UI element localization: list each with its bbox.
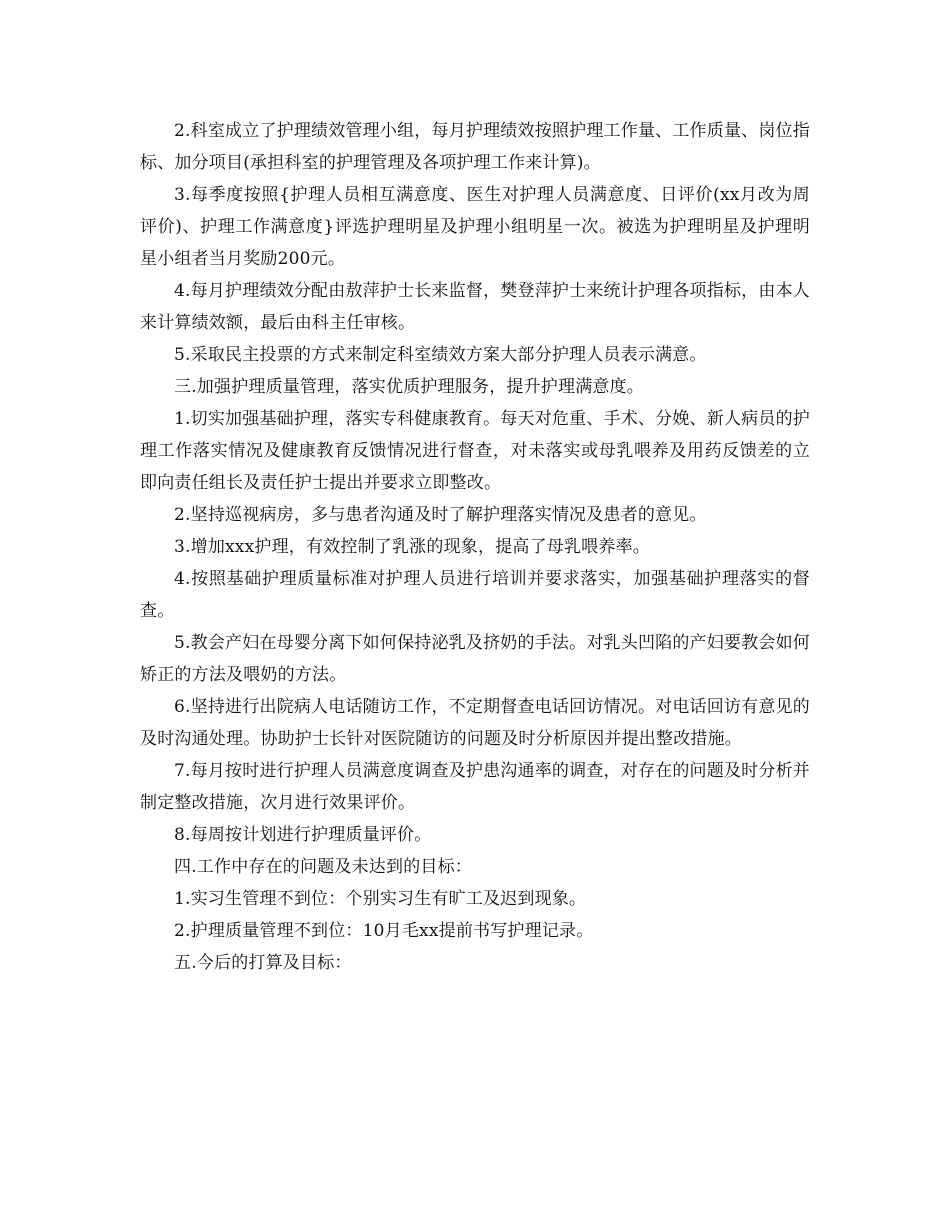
section-heading-future-plans: 五.今后的打算及目标： bbox=[174, 953, 352, 973]
paragraph-training: 4.按照基础护理质量标准对护理人员进行培训并要求落实，加强基础护理落实的督查。 bbox=[140, 569, 810, 621]
paragraph-performance-allocation: 4.每月护理绩效分配由敖萍护士长来监督，樊登萍护士来统计护理各项指标，由本人来计算绩效额，最后由科主任审核。 bbox=[140, 281, 810, 333]
paragraph-basic-care: 1.切实加强基础护理，落实专科健康教育。每天对危重、手术、分娩、新人病员的护理工作落实情况及健康教育反馈情况进行督查，对未落实或母乳喂养及用药反馈差的立即向责任组长及责任护士提出并要求立即整改。 bbox=[140, 409, 810, 493]
paragraph-ward-rounds: 2.坚持巡视病房，多与患者沟通及时了解护理落实情况及患者的意见。 bbox=[174, 505, 707, 525]
section-heading-quality-management: 三.加强护理质量管理，落实优质护理服务，提升护理满意度。 bbox=[174, 377, 645, 397]
paragraph-added-care: 3.增加xxx护理，有效控制了乳涨的现象，提高了母乳喂养率。 bbox=[174, 537, 650, 557]
paragraph-quarterly-star: 3.每季度按照{护理人员相互满意度、医生对护理人员满意度、日评价(xx月改为周评价)、护理工作满意度}评选护理明星及护理小组明星一次。被选为护理明星及护理明星小组者当月奖励200元。 bbox=[140, 185, 810, 269]
paragraph-performance-team: 2.科室成立了护理绩效管理小组，每月护理绩效按照护理工作量、工作质量、岗位指标、加分项目(承担科室的护理管理及各项护理工作来计算)。 bbox=[140, 121, 810, 173]
section-heading-problems: 四.工作中存在的问题及未达到的目标： bbox=[174, 857, 473, 877]
paragraph-intern-management: 1.实习生管理不到位：个别实习生有旷工及迟到现象。 bbox=[174, 889, 587, 909]
paragraph-democratic-vote: 5.采取民主投票的方式来制定科室绩效方案大部分护理人员表示满意。 bbox=[174, 345, 707, 365]
paragraph-lactation-teaching: 5.教会产妇在母婴分离下如何保持泌乳及挤奶的手法。对乳头凹陷的产妇要教会如何矫正的方法及喂奶的方法。 bbox=[140, 633, 810, 685]
paragraph-quality-issue: 2.护理质量管理不到位：10月毛xx提前书写护理记录。 bbox=[174, 921, 594, 941]
paragraph-phone-followup: 6.坚持进行出院病人电话随访工作，不定期督查电话回访情况。对电话回访有意见的及时沟通处理。协助护士长针对医院随访的问题及时分析原因并提出整改措施。 bbox=[140, 697, 810, 749]
paragraph-satisfaction-survey: 7.每月按时进行护理人员满意度调查及护患沟通率的调查，对存在的问题及时分析并制定整改措施，次月进行效果评价。 bbox=[140, 761, 810, 813]
paragraph-weekly-evaluation: 8.每周按计划进行护理质量评价。 bbox=[174, 825, 432, 845]
